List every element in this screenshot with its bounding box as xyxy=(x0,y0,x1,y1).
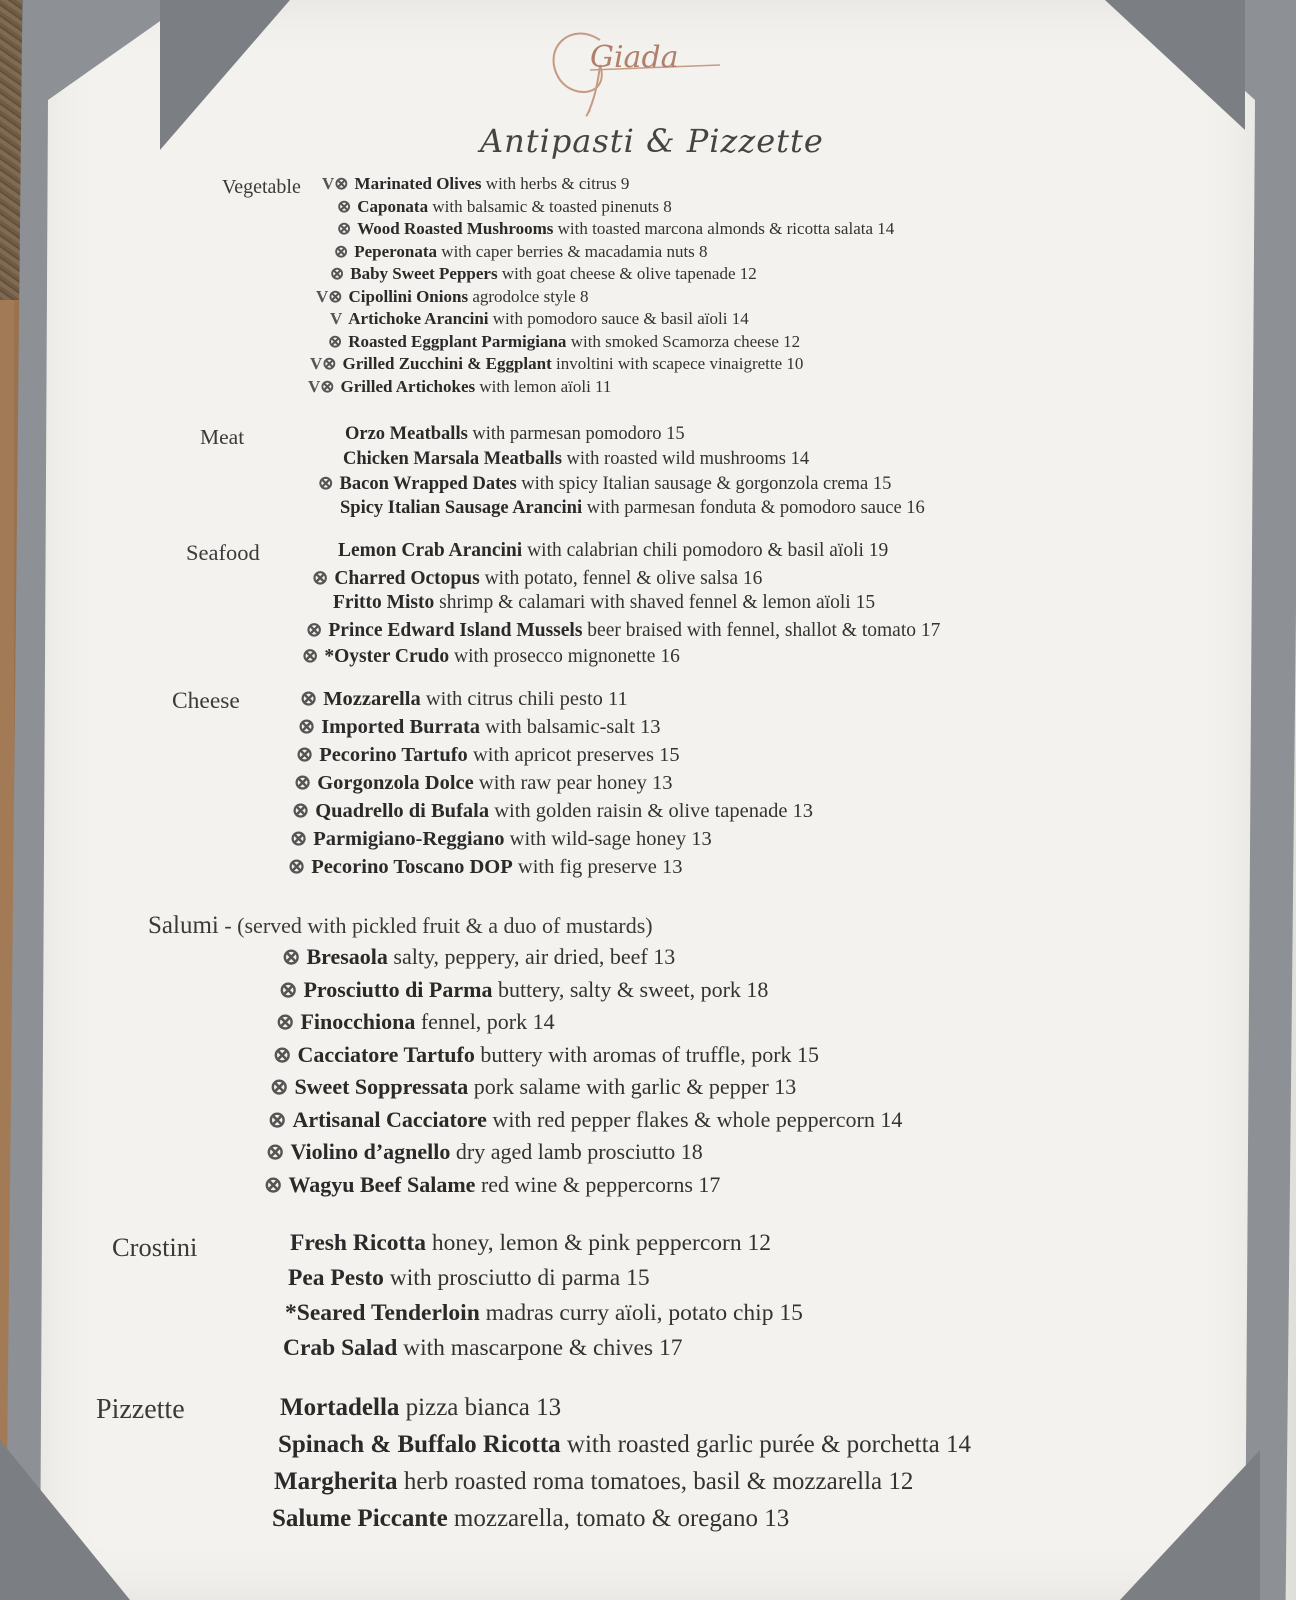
item-price: 19 xyxy=(868,540,889,561)
section-label-salumi xyxy=(148,912,653,940)
menu-item xyxy=(337,197,672,217)
dietary-marks-icon: V⊗ xyxy=(316,286,343,306)
item-name: Artisanal Cacciatore xyxy=(292,1106,487,1132)
menu-item xyxy=(334,242,708,262)
menu-item xyxy=(290,826,712,851)
item-description: with fig preserve xyxy=(517,856,657,878)
menu-item xyxy=(338,540,888,562)
item-name: Gorgonzola Dolce xyxy=(317,772,474,794)
dietary-marks-icon: V xyxy=(330,309,343,328)
item-description: buttery with aromas of truffle, pork xyxy=(480,1041,792,1067)
item-description: with roasted wild mushrooms xyxy=(566,448,786,469)
item-name: Mortadella xyxy=(280,1394,400,1421)
item-description: with raw pear honey xyxy=(478,772,647,794)
item-price: 12 xyxy=(783,331,801,351)
item-name: Pecorino Toscano DOP xyxy=(311,856,513,878)
item-price: 8 xyxy=(663,196,672,216)
item-description: pork salame with garlic & pepper xyxy=(473,1074,769,1099)
item-name: Bacon Wrapped Dates xyxy=(339,474,517,494)
item-description: with calabrian chili pomodoro & basil aïoli xyxy=(527,540,864,561)
item-name: Fritto Misto xyxy=(333,592,435,613)
menu-item xyxy=(302,644,680,668)
item-name: Fresh Ricotta xyxy=(290,1230,426,1256)
item-description: with goat cheese & olive tapenade xyxy=(501,264,736,283)
item-name: Imported Burrata xyxy=(321,716,481,738)
item-name: Crab Salad xyxy=(283,1335,398,1361)
item-price: 15 xyxy=(797,1041,820,1067)
item-description: with potato, fennel & olive salsa xyxy=(484,568,739,589)
item-price: 13 xyxy=(653,944,676,969)
item-name: Orzo Meatballs xyxy=(345,424,468,444)
dietary-marks-icon: ⊗ xyxy=(276,1009,295,1034)
menu-item xyxy=(340,498,925,519)
item-name: Cipollini Onions xyxy=(348,286,469,306)
item-name: Prince Edward Island Mussels xyxy=(328,620,583,641)
item-description: with parmesan fonduta & pomodoro sauce xyxy=(586,497,902,518)
section-name: Vegetable xyxy=(222,176,301,198)
item-description: with parmesan pomodoro xyxy=(472,424,662,444)
item-name: Peperonata xyxy=(354,241,438,261)
item-description: with mascarpone & chives xyxy=(403,1335,654,1361)
item-description: with lemon aïoli xyxy=(479,376,591,396)
dietary-marks-icon: ⊗ xyxy=(288,856,306,878)
item-price: 13 xyxy=(536,1394,562,1421)
item-name: Bresaola xyxy=(306,944,388,969)
item-name: Wagyu Beef Salame xyxy=(288,1171,476,1197)
item-price: 14 xyxy=(532,1009,555,1034)
menu-item xyxy=(266,1139,703,1165)
item-name: Artichoke Arancini xyxy=(348,309,489,328)
item-price: 15 xyxy=(855,592,876,613)
item-description: fennel, pork xyxy=(420,1009,528,1034)
menu-item xyxy=(274,1468,913,1496)
item-price: 9 xyxy=(620,174,630,193)
section-name: Pizzette xyxy=(96,1394,185,1425)
item-price: 17 xyxy=(698,1171,721,1197)
menu-item xyxy=(343,449,809,470)
item-price: 13 xyxy=(651,772,673,794)
menu-item xyxy=(312,566,762,590)
menu-item xyxy=(288,1265,650,1292)
item-description: agrodolce style xyxy=(472,286,576,306)
item-description: involtini with scapece vinaigrette xyxy=(556,354,783,373)
section-name: Seafood xyxy=(186,540,260,565)
item-description: madras curry aïoli, potato chip xyxy=(485,1300,774,1326)
menu-item xyxy=(306,618,940,642)
dietary-marks-icon: ⊗ xyxy=(270,1074,289,1099)
item-price: 15 xyxy=(659,744,680,766)
section-label-cheese xyxy=(172,688,240,715)
item-price: 16 xyxy=(742,568,763,589)
item-description: salty, peppery, air dried, beef xyxy=(393,944,648,969)
item-price: 14 xyxy=(880,1106,903,1132)
item-description: with balsamic & toasted pinenuts xyxy=(432,196,659,216)
menu-item xyxy=(333,592,875,614)
item-price: 13 xyxy=(792,800,814,822)
item-description: with roasted garlic purée & porchetta xyxy=(566,1431,940,1458)
item-description: red wine & peppercorns xyxy=(480,1171,693,1197)
item-description: with wild-sage honey xyxy=(509,828,687,850)
item-description: mozzarella, tomato & oregano xyxy=(453,1505,758,1532)
item-name: Roasted Eggplant Parmigiana xyxy=(348,331,567,351)
menu-item xyxy=(337,219,894,239)
item-description: with balsamic-salt xyxy=(485,716,635,738)
item-price: 13 xyxy=(640,716,661,738)
logo-text: Giada xyxy=(590,40,679,75)
item-price: 14 xyxy=(790,448,810,469)
menu-heading: Antipasti & Pizzette xyxy=(480,122,824,160)
item-name: Spicy Italian Sausage Arancini xyxy=(340,497,583,518)
item-name: Caponata xyxy=(357,196,429,216)
menu-item xyxy=(278,1431,971,1459)
section-label-vegetable xyxy=(222,176,301,199)
item-price: 14 xyxy=(877,219,895,238)
menu-item xyxy=(316,287,588,307)
item-name: Quadrello di Bufala xyxy=(315,800,490,822)
item-description: buttery, salty & sweet, pork xyxy=(497,976,741,1002)
item-price: 13 xyxy=(661,856,683,878)
menu-item xyxy=(308,377,611,397)
item-name: Baby Sweet Peppers xyxy=(350,264,498,283)
menu-item xyxy=(296,742,680,767)
item-description: with herbs & citrus xyxy=(485,174,617,193)
section-label-pizzette xyxy=(96,1394,185,1426)
menu-item xyxy=(292,798,813,823)
item-description: with caper berries & macadamia nuts xyxy=(441,241,695,261)
item-description: with prosciutto di parma xyxy=(389,1265,621,1291)
item-description: dry aged lamb prosciutto xyxy=(455,1139,676,1164)
item-price: 15 xyxy=(872,474,892,494)
dietary-marks-icon: ⊗ xyxy=(328,331,343,351)
item-price: 15 xyxy=(779,1300,803,1326)
item-description: beer braised with fennel, shallot & tomato xyxy=(587,620,916,641)
item-description: with prosecco mignonette xyxy=(453,646,656,667)
section-note: - (served with pickled fruit & a duo of mustards) xyxy=(218,913,653,938)
item-price: 17 xyxy=(920,620,941,641)
item-price: 15 xyxy=(666,424,685,444)
menu-item xyxy=(276,1009,555,1035)
item-name: Pea Pesto xyxy=(288,1265,384,1291)
item-name: Violino d’agnello xyxy=(290,1139,451,1164)
section-label-seafood xyxy=(186,540,260,566)
menu-item xyxy=(285,1300,803,1327)
item-name: Spinach & Buffalo Ricotta xyxy=(278,1431,561,1458)
item-name: Grilled Zucchini & Eggplant xyxy=(342,354,552,373)
menu-item xyxy=(273,1042,819,1068)
item-name: Sweet Soppressata xyxy=(294,1074,469,1099)
dietary-marks-icon: ⊗ xyxy=(302,646,319,667)
menu-item xyxy=(290,1230,771,1257)
menu-item xyxy=(280,1394,561,1422)
dietary-marks-icon: ⊗ xyxy=(282,944,301,969)
dietary-marks-icon: ⊗ xyxy=(337,219,352,238)
item-name: Pecorino Tartufo xyxy=(319,744,468,766)
item-price: 12 xyxy=(747,1230,771,1256)
menu-item xyxy=(328,332,800,352)
item-name: *Seared Tenderloin xyxy=(285,1300,480,1326)
item-name: Lemon Crab Arancini xyxy=(338,540,523,561)
item-price: 18 xyxy=(746,976,769,1002)
item-price: 13 xyxy=(691,828,712,850)
dietary-marks-icon: ⊗ xyxy=(266,1139,285,1164)
dietary-marks-icon: ⊗ xyxy=(318,474,334,494)
dietary-marks-icon: ⊗ xyxy=(312,568,329,589)
dietary-marks-icon: ⊗ xyxy=(279,976,298,1002)
item-price: 15 xyxy=(626,1265,650,1291)
item-price: 10 xyxy=(786,354,804,373)
menu-item xyxy=(298,714,661,739)
menu-item xyxy=(294,770,672,795)
menu-item xyxy=(322,174,629,194)
item-price: 18 xyxy=(680,1139,703,1164)
section-label-crostini xyxy=(112,1232,197,1263)
item-description: with spicy Italian sausage & gorgonzola crema xyxy=(521,474,869,494)
item-price: 16 xyxy=(906,497,925,518)
item-name: Parmigiano-Reggiano xyxy=(313,828,505,850)
dietary-marks-icon: ⊗ xyxy=(273,1041,292,1067)
dietary-marks-icon: ⊗ xyxy=(337,196,352,216)
item-description: with pomodoro sauce & basil aïoli xyxy=(492,309,728,328)
item-price: 8 xyxy=(699,241,708,261)
item-description: with smoked Scamorza cheese xyxy=(570,331,779,351)
item-name: Grilled Artichokes xyxy=(340,376,476,396)
dietary-marks-icon: ⊗ xyxy=(264,1171,283,1197)
item-name: Finocchiona xyxy=(300,1009,416,1034)
menu-item xyxy=(270,1074,796,1100)
menu-item xyxy=(264,1172,720,1198)
section-name: Crostini xyxy=(112,1232,198,1262)
item-description: honey, lemon & pink peppercorn xyxy=(431,1230,742,1256)
item-name: Chicken Marsala Meatballs xyxy=(343,448,562,469)
menu-item xyxy=(330,309,749,329)
item-description: with golden raisin & olive tapenade xyxy=(494,800,788,822)
item-price: 11 xyxy=(608,688,628,710)
section-name: Salumi xyxy=(148,912,219,939)
item-description: pizza bianca xyxy=(405,1394,530,1421)
item-name: Cacciatore Tartufo xyxy=(297,1041,475,1067)
dietary-marks-icon: ⊗ xyxy=(306,620,323,641)
item-name: Wood Roasted Mushrooms xyxy=(357,219,554,238)
menu-item xyxy=(330,264,757,284)
dietary-marks-icon: V⊗ xyxy=(308,376,335,396)
dietary-marks-icon: ⊗ xyxy=(294,772,312,794)
dietary-marks-icon: ⊗ xyxy=(296,744,314,766)
item-description: shrimp & calamari with shaved fennel & lemon aïoli xyxy=(439,592,851,613)
dietary-marks-icon: ⊗ xyxy=(298,716,316,738)
menu-item xyxy=(279,977,768,1003)
section-label-meat xyxy=(200,425,244,450)
item-description: with toasted marcona almonds & ricotta salata xyxy=(557,219,874,238)
item-price: 14 xyxy=(945,1431,971,1458)
menu-item xyxy=(268,1107,902,1133)
item-price: 11 xyxy=(595,376,612,396)
item-name: Prosciutto di Parma xyxy=(303,976,493,1002)
item-description: with apricot preserves xyxy=(472,744,654,766)
dietary-marks-icon: ⊗ xyxy=(300,688,318,710)
dietary-marks-icon: ⊗ xyxy=(330,264,345,283)
item-price: 13 xyxy=(774,1074,797,1099)
item-description: with red pepper flakes & whole peppercorn xyxy=(492,1106,875,1132)
item-price: 16 xyxy=(660,646,680,667)
dietary-marks-icon: ⊗ xyxy=(292,800,310,822)
item-name: Mozzarella xyxy=(323,688,421,710)
item-description: herb roasted roma tomatoes, basil & mozzarella xyxy=(403,1468,883,1495)
item-price: 12 xyxy=(739,264,757,283)
section-name: Cheese xyxy=(172,688,240,714)
dietary-marks-icon: ⊗ xyxy=(290,828,308,850)
dietary-marks-icon: ⊗ xyxy=(268,1106,287,1132)
item-price: 13 xyxy=(764,1505,790,1532)
item-name: *Oyster Crudo xyxy=(324,646,450,667)
item-name: Margherita xyxy=(274,1468,398,1495)
item-price: 12 xyxy=(888,1468,914,1495)
item-name: Salume Piccante xyxy=(272,1505,448,1532)
menu-item xyxy=(272,1505,789,1533)
item-price: 8 xyxy=(579,286,589,306)
menu-item xyxy=(345,424,685,445)
menu-item xyxy=(310,354,803,374)
item-price: 14 xyxy=(731,309,749,328)
menu-item xyxy=(318,473,891,495)
dietary-marks-icon: ⊗ xyxy=(334,241,349,261)
menu-item xyxy=(283,1335,682,1362)
dietary-marks-icon: V⊗ xyxy=(310,354,337,373)
item-name: Marinated Olives xyxy=(354,174,482,193)
item-price: 17 xyxy=(658,1335,683,1361)
menu-item xyxy=(288,854,682,879)
item-description: with citrus chili pesto xyxy=(425,688,603,710)
menu-item xyxy=(282,944,675,970)
dietary-marks-icon: V⊗ xyxy=(322,174,349,193)
item-name: Charred Octopus xyxy=(334,568,480,589)
section-name: Meat xyxy=(200,425,245,449)
menu-item xyxy=(300,686,628,711)
